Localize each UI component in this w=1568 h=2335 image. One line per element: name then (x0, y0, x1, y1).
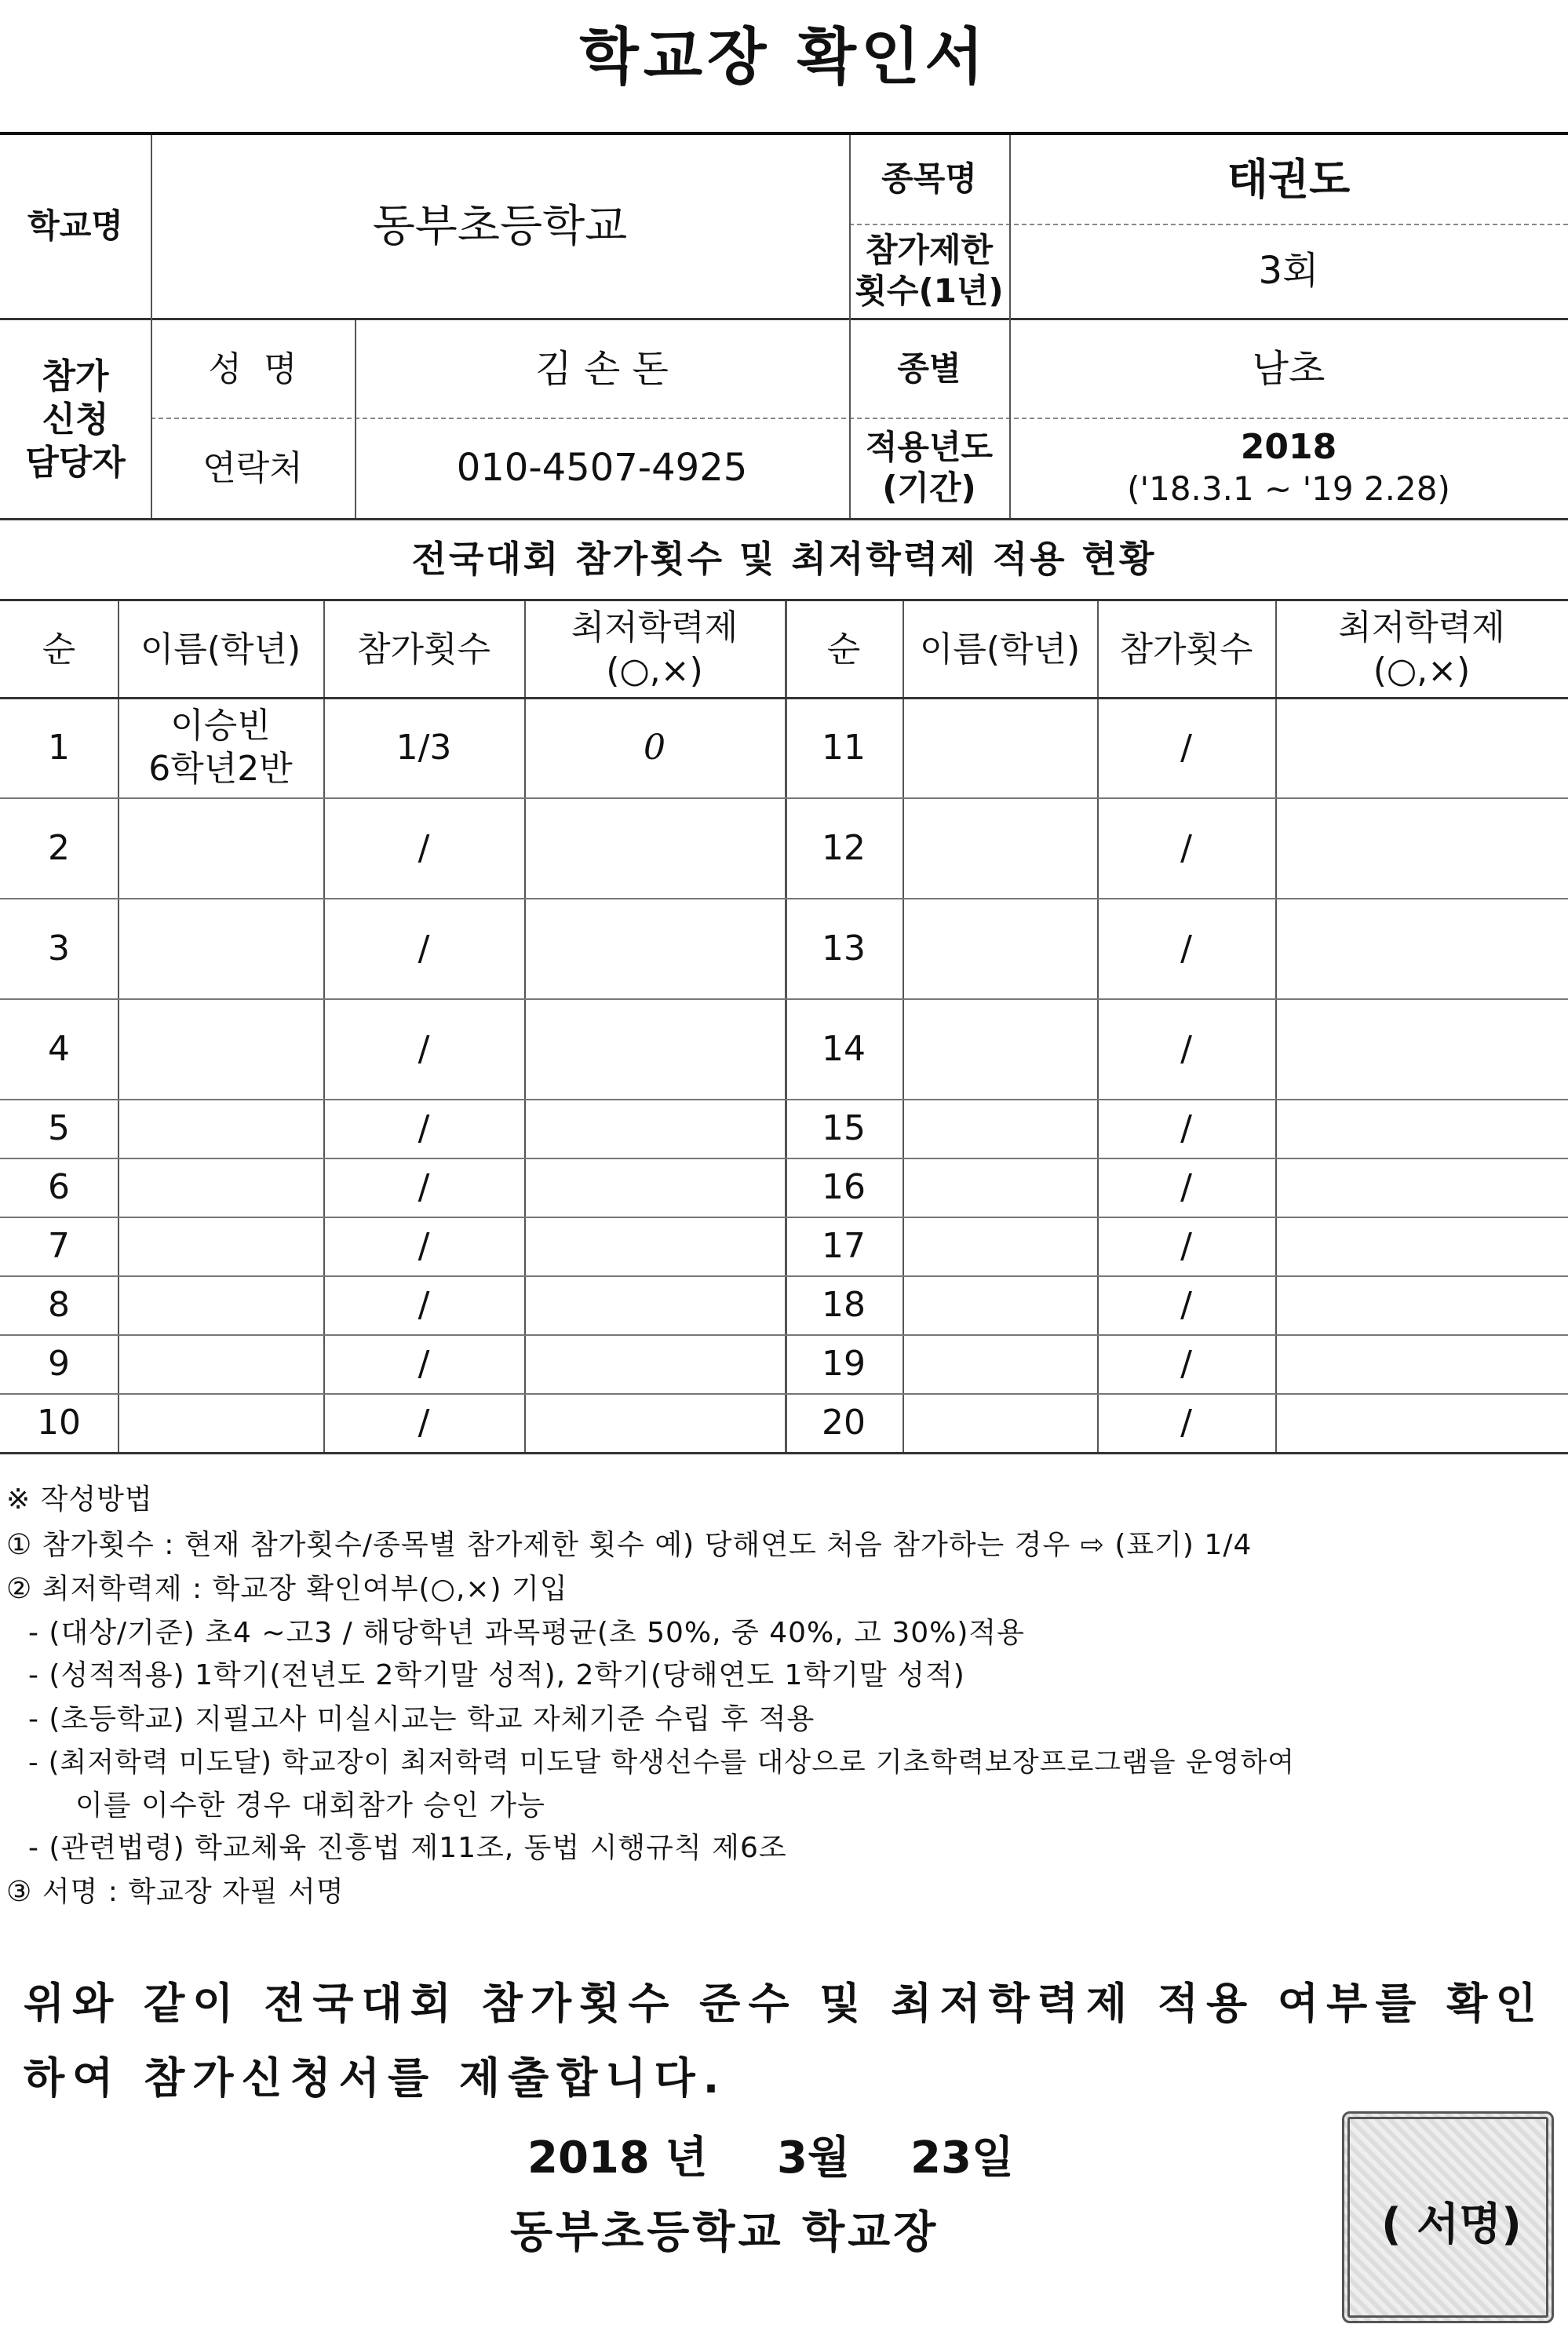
note-2: ② 최저학력제 : 학교장 확인여부(○,×) 기입 (6, 1573, 568, 1605)
row-min-standard-right (1275, 1158, 1568, 1217)
row-number-right: 14 (822, 1028, 866, 1069)
contact-label-line3: 담당자 (25, 442, 126, 483)
row-name-right (903, 1334, 1097, 1393)
row-name-right (903, 898, 1097, 998)
name-value: 김 손 돈 (535, 347, 669, 391)
header-count-left: 참가횟수 (356, 629, 490, 669)
row-count: / (418, 928, 430, 969)
row-name (118, 1393, 323, 1452)
school-label: 학교명 (27, 206, 123, 246)
row-min-standard (524, 1099, 785, 1158)
header-no-right: 순 (826, 629, 861, 669)
limit-label-line2: 횟수(1년) (855, 272, 1004, 310)
header-min-line1: 최저학력제 (1338, 607, 1505, 648)
row-number: 10 (37, 1403, 81, 1443)
note-2-sub-1: - (대상/기준) 초4 ~고3 / 해당학년 과목평균(초 50%, 중 40%, 고 30%)적용 (28, 1617, 1025, 1649)
row-min-standard-right (1275, 1217, 1568, 1275)
row-min-standard (524, 998, 785, 1099)
table-row (0, 1393, 1568, 1452)
row-min-standard (524, 898, 785, 998)
row-name-right (903, 998, 1097, 1099)
row-min-standard (524, 797, 785, 898)
signer-name: 동부초등학교 학교장 (510, 2207, 939, 2258)
phone-value: 010-4507-4925 (456, 446, 748, 490)
table-row (0, 1334, 1568, 1393)
date-month: 3월 (777, 2133, 851, 2184)
row-count-right: / (1180, 1344, 1192, 1384)
row-number: 1 (48, 727, 70, 768)
event-value: 태권도 (1227, 154, 1351, 204)
row-count: / (418, 1226, 430, 1266)
row-name (118, 1158, 323, 1217)
row-name: 이승빈 (170, 706, 271, 746)
row-count-right: / (1180, 1167, 1192, 1207)
row-name (118, 1099, 323, 1158)
row-name (118, 797, 323, 898)
row-count: / (418, 1403, 430, 1443)
row-number: 7 (48, 1226, 70, 1266)
name-label: 성 명 (208, 348, 297, 389)
event-label: 종목명 (881, 159, 977, 199)
row-number: 8 (48, 1285, 70, 1325)
header-no-left: 순 (42, 629, 76, 669)
year-value-main: 2018 (1240, 427, 1337, 468)
row-count-right: / (1180, 1403, 1192, 1443)
row-name-right (903, 697, 1097, 797)
limit-value: 3회 (1258, 249, 1319, 293)
year-label-line1: 적용년도 (865, 427, 994, 466)
header-min-left (524, 601, 785, 697)
header-min-line1: 최저학력제 (571, 607, 738, 648)
row-name-right (903, 797, 1097, 898)
row-count-right: / (1180, 1285, 1192, 1325)
row-number-right: 17 (822, 1226, 866, 1266)
row-number-right: 20 (822, 1403, 866, 1443)
phone-label: 연락처 (202, 447, 303, 488)
row-number-right: 19 (822, 1344, 866, 1384)
row-min-standard-right (1275, 998, 1568, 1099)
table-bottom-border (0, 1452, 1568, 1454)
row-count-right: / (1180, 1028, 1192, 1069)
row-min-standard-right (1275, 697, 1568, 797)
row-number-right: 15 (822, 1108, 866, 1148)
year-label (849, 418, 1009, 518)
row-number-right: 16 (822, 1167, 866, 1207)
contact-label (0, 320, 151, 518)
header-count-right: 참가횟수 (1119, 629, 1253, 669)
table-row (0, 998, 1568, 1099)
row-number: 5 (48, 1108, 70, 1148)
row-min-standard (524, 1217, 785, 1275)
row-name (118, 998, 323, 1099)
row-number: 3 (48, 928, 70, 969)
row-count-right: / (1180, 1108, 1192, 1148)
row-number: 4 (48, 1028, 70, 1069)
row-min-standard: 0 (644, 727, 665, 768)
row-min-standard-right (1275, 1334, 1568, 1393)
row-name (118, 898, 323, 998)
row-min-standard (524, 1275, 785, 1334)
row-min-standard-right (1275, 898, 1568, 998)
row-count: / (418, 827, 430, 868)
document-title: 학교장 확인서 (579, 22, 989, 93)
row-min-standard (524, 1334, 785, 1393)
row-min-standard-right (1275, 1393, 1568, 1452)
row-min-standard (524, 1393, 785, 1452)
header-name-right: 이름(학년) (919, 629, 1081, 669)
year-value (1009, 418, 1568, 518)
school-value: 동부초등학교 (372, 200, 628, 252)
row-name-right (903, 1158, 1097, 1217)
row-count-right: / (1180, 928, 1192, 969)
table-row (0, 898, 1568, 998)
row-count: / (418, 1167, 430, 1207)
table-row (0, 697, 1568, 797)
row-name (118, 697, 323, 797)
row-number: 9 (48, 1344, 70, 1384)
row-min-standard-right (1275, 1275, 1568, 1334)
row-name (118, 1334, 323, 1393)
contact-label-line2: 신청 (42, 399, 109, 440)
row-count: / (418, 1108, 430, 1148)
section-title: 전국대회 참가횟수 및 최저학력제 적용 현황 (411, 538, 1157, 581)
note-2-sub-3: - (초등학교) 지필고사 미실시교는 학교 자체기준 수립 후 적용 (28, 1703, 815, 1735)
note-1: ① 참가횟수 : 현재 참가횟수/종목별 참가제한 횟수 예) 당해연도 처음 참가하는 경우 ⇨ (표기) 1/4 (6, 1529, 1253, 1561)
row-name (118, 1217, 323, 1275)
row-name-right (903, 1217, 1097, 1275)
row-number-right: 18 (822, 1285, 866, 1325)
row-count-right: / (1180, 827, 1192, 868)
row-count: 1/3 (396, 727, 452, 768)
row-count-right: / (1180, 1226, 1192, 1266)
row-number-right: 12 (822, 827, 866, 868)
row-count: / (418, 1344, 430, 1384)
row-number-right: 11 (822, 727, 866, 768)
table-row (0, 1099, 1568, 1158)
year-label-line2: (기간) (882, 469, 976, 507)
note-2-sub-5: - (관련법령) 학교체육 진흥법 제11조, 동법 시행규칙 제6조 (28, 1832, 787, 1864)
row-grade: 6학년2반 (148, 749, 293, 789)
notes-heading: ※ 작성방법 (6, 1483, 153, 1516)
row-number: 6 (48, 1167, 70, 1207)
note-2-sub-4: - (최저학력 미도달) 학교장이 최저학력 미도달 학생선수를 대상으로 기초학력보장프로그램을 운영하여 (28, 1747, 1296, 1779)
row-min-standard (524, 1158, 785, 1217)
row-name-right (903, 1275, 1097, 1334)
table-row (0, 1158, 1568, 1217)
row-count: / (418, 1285, 430, 1325)
table-row (0, 1275, 1568, 1334)
header-name-left: 이름(학년) (140, 629, 301, 669)
date-day: 23일 (910, 2133, 1015, 2184)
row-count-right: / (1180, 727, 1192, 768)
declaration-line-2: 하여 참가신청서를 제출합니다. (24, 2053, 727, 2103)
table-row (0, 797, 1568, 898)
note-2-sub-2: - (성적적용) 1학기(전년도 2학기말 성적), 2학기(당해연도 1학기말 성적) (28, 1659, 965, 1691)
row-name-right (903, 1099, 1097, 1158)
row-min-standard-right (1275, 797, 1568, 898)
row-name (118, 1275, 323, 1334)
limit-label (849, 224, 1009, 318)
contact-label-line1: 참가 (42, 356, 109, 396)
date-year: 2018 년 (527, 2133, 708, 2184)
row-count: / (418, 1028, 430, 1069)
table-row (0, 1217, 1568, 1275)
header-min-right (1275, 601, 1568, 697)
type-label: 종별 (897, 348, 961, 388)
sign-label: ( 서명) (1381, 2199, 1522, 2250)
header-min-line2: (○,×) (606, 651, 703, 691)
declaration-line-1: 위와 같이 전국대회 참가횟수 준수 및 최저학력제 적용 여부를 확인 (24, 1979, 1544, 2028)
row-number: 2 (48, 827, 70, 868)
row-number-right: 13 (822, 928, 866, 969)
row-min-standard-right (1275, 1099, 1568, 1158)
note-2-sub-4-cont: 이를 이수한 경우 대회참가 승인 가능 (75, 1790, 545, 1822)
limit-label-line1: 참가제한 (865, 230, 994, 269)
type-value: 남초 (1252, 347, 1326, 391)
note-3: ③ 서명 : 학교장 자필 서명 (6, 1876, 345, 1908)
row-name-right (903, 1393, 1097, 1452)
header-min-line2: (○,×) (1373, 651, 1471, 691)
year-value-period: ('18.3.1 ~ '19 2.28) (1127, 469, 1450, 509)
